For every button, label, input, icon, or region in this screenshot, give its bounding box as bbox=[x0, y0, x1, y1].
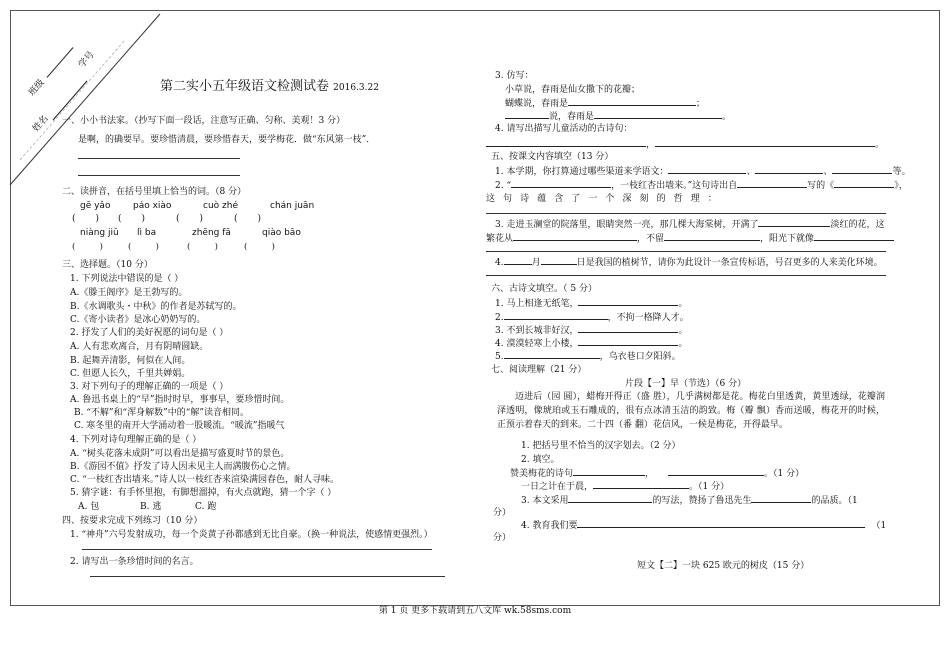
q5-option-c: C. 跑 bbox=[195, 502, 217, 512]
p1-q3-b: 的写法，赞扬了鲁迅先生 bbox=[652, 496, 752, 506]
answer-paren[interactable]: ( ) bbox=[72, 214, 100, 224]
s5-q1-end: 等。 bbox=[892, 167, 911, 177]
copy-line-1[interactable] bbox=[78, 158, 240, 159]
class-label: 班级 bbox=[27, 77, 47, 99]
pinyin-8: qiào bāo bbox=[262, 228, 301, 238]
p1-q2-e: 。（1 分） bbox=[689, 482, 730, 492]
pinyin-1: gē yǎo bbox=[80, 201, 111, 211]
section-5-title: 五、按课文内容填空（13 分） bbox=[491, 152, 614, 162]
binding-corner bbox=[0, 0, 200, 200]
r3-b-text: 蝴蝶说，春雨是 bbox=[505, 99, 569, 109]
q2-option-b: B. 起舞弄清影，何似在人间。 bbox=[70, 356, 191, 366]
pinyin-6: lì ba bbox=[137, 228, 157, 238]
p1-q3-blank-2[interactable] bbox=[751, 494, 811, 503]
s6-q4-text: 4. 漠漠轻寒上小楼， bbox=[495, 339, 579, 349]
q4-option-c: C. “一枝红杏出墙来。”诗人以一枝红杏来渲染满园春色，耐人寻味。 bbox=[70, 475, 339, 485]
answer-paren[interactable]: ( ) bbox=[244, 242, 275, 252]
s6-q5-b: ，乌衣巷口夕阳斜。 bbox=[599, 352, 681, 362]
answer-paren[interactable]: ( ) bbox=[128, 242, 159, 252]
s5-q2-blank-1[interactable] bbox=[511, 179, 611, 188]
s5-q2-b: ，一枝红杏出墙来。”这句诗出自 bbox=[611, 181, 738, 191]
s5-q3-e: ，阳光下就像 bbox=[760, 234, 815, 244]
s5-q3-b: 淡红的花，这 bbox=[830, 220, 885, 230]
exam-date: 2016.3.22 bbox=[333, 83, 379, 93]
copy-passage: 是啊，的确要早。要珍惜清晨，要珍惜春天，要学梅花．做“东风第一枝”． bbox=[78, 135, 376, 145]
s5-q3-blank-4[interactable] bbox=[814, 232, 894, 241]
s5-q3-blank-1[interactable] bbox=[758, 218, 830, 227]
exam-title bbox=[160, 78, 379, 96]
s6-q3-text: 3. 不到长城非好汉， bbox=[495, 326, 579, 336]
r3-c-text: 说，春雨是 bbox=[549, 112, 595, 122]
s6-q3-blank[interactable] bbox=[578, 324, 678, 333]
s6-q2-a: 2. bbox=[495, 313, 504, 323]
p1-q2-d: 一日之计在于晨， bbox=[521, 482, 594, 492]
answer-paren[interactable]: ( ) bbox=[72, 242, 103, 252]
r3-title: 3. 仿写： bbox=[495, 71, 534, 81]
section-7-title: 七、阅读理解（21 分） bbox=[491, 365, 587, 375]
s5-q4-c: 日是我国的植树节，请你为此设计一条宣传标语，号召更多的人来美化环境。 bbox=[576, 258, 883, 268]
title-text: 第二实小五年级语文检测试卷 bbox=[160, 79, 330, 94]
s5-q1-text: 1. 本学期，你打算通过哪些渠道来学语文： bbox=[495, 167, 669, 177]
q1-option-a: A.《滕王阁序》是王勃写的。 bbox=[70, 288, 188, 298]
r4-title: 4. 请写出描写儿童活动的古诗句： bbox=[495, 124, 633, 134]
question-1: 1. 下列说法中错误的是（ ） bbox=[70, 274, 184, 284]
s6-q5-blank[interactable] bbox=[504, 350, 600, 359]
p1-q4-a: 4. 教育我们要 bbox=[521, 521, 578, 531]
exercise-2: 2. 请写出一条珍惜时间的名言。 bbox=[70, 557, 199, 567]
s5-q2-line2 bbox=[486, 193, 719, 205]
q4-option-a: A. “树头花落未成阴”可以看出是描写盛夏时节的景色。 bbox=[70, 449, 290, 459]
s6-q4: 4. 漠漠轻寒上小楼， 。 bbox=[495, 339, 688, 349]
section-3-title: 三、选择题。（10 分） bbox=[62, 260, 153, 270]
q1-option-b: B.《水调歌头・中秋》的作者是苏轼写的。 bbox=[70, 302, 242, 312]
question-2: 2. 抒发了人们的美好祝愿的词句是（ ） bbox=[70, 328, 229, 338]
r3-b-end: ； bbox=[696, 99, 706, 109]
s6-q4-blank[interactable] bbox=[578, 337, 678, 346]
passage-2-title: 短文【二】一块 625 欧元的树皮（15 分） bbox=[637, 561, 810, 571]
s5-q4-b: 月 bbox=[531, 258, 541, 268]
s5-q4-blank-1[interactable] bbox=[504, 256, 532, 265]
s5-q2-blank-3[interactable] bbox=[767, 179, 807, 188]
s5-q3-line2 bbox=[486, 232, 894, 245]
r3-line-b bbox=[505, 97, 705, 110]
passage-1-title: 片段【一】早（节选）（6 分） bbox=[625, 379, 747, 389]
pinyin-2: páo xiào bbox=[133, 201, 172, 211]
p1-q2-b: ， bbox=[645, 469, 655, 479]
q4-option-b: B.《游园不值》抒发了诗人因未见主人而满腹伤心之情。 bbox=[70, 462, 296, 472]
s5-q1-sep2: 、 bbox=[823, 167, 833, 177]
pinyin-4: chán juān bbox=[270, 201, 315, 211]
exercise-2-line[interactable] bbox=[90, 576, 445, 577]
r3-c-blank-2[interactable] bbox=[594, 110, 722, 119]
s5-q1-blank-1[interactable] bbox=[668, 165, 746, 174]
s6-q2 bbox=[495, 311, 689, 324]
q3-option-a: A. 鲁迅书桌上的“早”指时时早，事事早，要珍惜时间。 bbox=[70, 395, 290, 405]
q1-option-c: C.《寄小读者》是冰心奶奶写的。 bbox=[70, 315, 206, 325]
section-6-title: 六、古诗文填空。（ 5 分） bbox=[491, 284, 597, 294]
s5-q4 bbox=[495, 256, 883, 269]
s5-q2-c: 写的《 bbox=[807, 181, 835, 191]
s5-q3-d: ，不留 bbox=[637, 234, 665, 244]
r3-line-c bbox=[505, 110, 731, 123]
p1-q1: 1. 把括号里不恰当的汉字划去。（2 分） bbox=[521, 441, 681, 451]
s6-q1: 1. 马上相逢无纸笔， 。 bbox=[495, 299, 688, 309]
q5-option-b: B. 逃 bbox=[140, 502, 162, 512]
s5-q2-answer-line[interactable] bbox=[486, 213, 886, 214]
question-3: 3. 对下列句子的理解正确的一项是（ ） bbox=[70, 382, 229, 392]
r4-blank-2[interactable] bbox=[655, 138, 875, 147]
p1-q2-c: 。（1 分） bbox=[764, 469, 805, 479]
s6-q1-blank[interactable] bbox=[578, 297, 678, 306]
s5-q4-a: 4. bbox=[495, 258, 504, 268]
r4-answer: ， 。 bbox=[486, 138, 884, 151]
s5-q1-blank-3[interactable] bbox=[832, 165, 892, 174]
q5-option-a: A. 包 bbox=[78, 502, 100, 512]
s5-q3-answer-line[interactable] bbox=[486, 251, 886, 252]
exercise-1-line[interactable] bbox=[82, 549, 432, 550]
p1-q2-line2 bbox=[521, 480, 729, 493]
p1-q2-blank-2[interactable] bbox=[668, 467, 764, 476]
answer-paren[interactable]: ( ) bbox=[118, 214, 146, 224]
section-4-title: 四、按要求完成下列练习（10 分） bbox=[62, 516, 203, 526]
number-label: 学号 bbox=[77, 49, 97, 71]
r3-c-blank-1[interactable] bbox=[505, 110, 549, 119]
p1-q3-a: 3. 本文采用 bbox=[521, 496, 569, 506]
p1-q2-blank-1[interactable] bbox=[573, 467, 645, 476]
question-4: 4. 下列对诗句理解正确的是（ ） bbox=[70, 435, 202, 445]
pinyin-3: cuò zhé bbox=[203, 201, 238, 211]
s6-q5-a: 5. bbox=[495, 352, 504, 362]
p1-q3 bbox=[521, 494, 858, 507]
copy-line-2[interactable] bbox=[78, 175, 240, 176]
p1-q2-a: 赞美梅花的诗句 bbox=[510, 469, 574, 479]
q3-option-c: C. 寒冬里的南开大学涌动着一股暖流。“暖流”指暖气 bbox=[74, 421, 285, 431]
s5-q3-a: 3. 走进玉澜堂的院落里，眼睛突然一亮，那几棵大海棠树，开满了 bbox=[495, 220, 759, 230]
pinyin-5: niàng jiǔ bbox=[80, 228, 119, 238]
s5-q4-answer-line[interactable] bbox=[486, 275, 886, 276]
s6-q3: 3. 不到长城非好汉， 。 bbox=[495, 326, 688, 336]
passage-1-text: 迈进后（园 圆），蜡梅开得正（盛 胜），几乎满树都是花。梅花白里透黄，黄里透绿，花瓣润泽透明，像琥珀或玉石雕成的，很有点冰清玉洁的韵致。梅（瓣 飘）香而送暖，梅花开的时候，正预示着春天的到来。二十四（番 翻）花信风，一候是梅花，开得最早。 bbox=[497, 392, 885, 430]
p1-q4-end: 分） bbox=[493, 533, 512, 543]
page-footer: 第 1 页 更多下载请到五八文库 wk.58sms.com bbox=[378, 606, 572, 616]
section-1-title: 一、小小书法家。（抄写下面一段话，注意写正确、匀称、美观！3 分） bbox=[62, 116, 346, 126]
r4-end: 。 bbox=[875, 140, 885, 150]
s5-q1-sep: 、 bbox=[746, 167, 756, 177]
s5-q2-blank-4[interactable] bbox=[834, 179, 894, 188]
p1-q4 bbox=[521, 519, 886, 532]
s5-q2-a: 2. “ bbox=[495, 181, 512, 191]
p1-q2: 2. 填空。 bbox=[521, 455, 560, 465]
pinyin-7: zhēng fā bbox=[192, 228, 231, 238]
p1-q4-blank[interactable] bbox=[577, 519, 865, 528]
q2-option-a: A. 人有悲欢离合，月有阴晴圆缺。 bbox=[70, 342, 209, 352]
s5-q3-blank-2[interactable] bbox=[513, 232, 637, 241]
answer-paren[interactable]: ( ) bbox=[176, 214, 204, 224]
s5-q3-c: 繁花从 bbox=[486, 234, 514, 244]
s5-q1 bbox=[495, 165, 911, 178]
p1-q2-line1 bbox=[510, 467, 804, 480]
s5-q3 bbox=[495, 218, 884, 231]
r3-example: 小草说，春雨是仙女撒下的花瓣； bbox=[505, 85, 641, 95]
s6-q5 bbox=[495, 350, 681, 363]
q2-option-c: C. 但愿人长久，千里共婵娟。 bbox=[70, 369, 191, 379]
p1-q3-blank-1[interactable] bbox=[568, 494, 652, 503]
answer-paren[interactable]: ( ) bbox=[234, 214, 262, 224]
p1-q3-c: 的品质。（1 bbox=[811, 496, 858, 506]
r3-b-blank[interactable] bbox=[568, 97, 696, 106]
answer-paren[interactable]: ( ) bbox=[187, 242, 218, 252]
s5-q1-blank-2[interactable] bbox=[755, 165, 823, 174]
r3-c-end: 。 bbox=[722, 112, 732, 122]
p1-q2-blank-3[interactable] bbox=[593, 480, 689, 489]
s6-q2-b: ，不拘一格降人才。 bbox=[607, 313, 689, 323]
exercise-1: 1. “神舟”六号发射成功，每一个炎黄子孙都感到无比自豪。（换一种说法，使感情更强烈。） bbox=[70, 530, 433, 540]
s5-q2-d: 》， bbox=[894, 181, 908, 191]
r4-blank-1[interactable] bbox=[486, 138, 646, 147]
s5-q4-blank-2[interactable] bbox=[541, 256, 577, 265]
name-label: 姓名 bbox=[31, 113, 51, 135]
s6-q2-blank[interactable] bbox=[504, 311, 608, 320]
p1-q3-end: 分） bbox=[493, 508, 512, 518]
question-5: 5. 猜字谜：有手怀里抱，有脚想溜掉，有火点就跑，猜一个字（ ） bbox=[70, 488, 337, 498]
s6-q1-text: 1. 马上相逢无纸笔， bbox=[495, 299, 579, 309]
section-2-title: 二、读拼音，在括号里填上恰当的词。（8 分） bbox=[62, 187, 247, 197]
s5-q2 bbox=[495, 179, 908, 192]
s5-q2-blank-2[interactable] bbox=[737, 179, 767, 188]
s5-q3-blank-3[interactable] bbox=[664, 232, 760, 241]
p1-q4-b: （1 bbox=[871, 521, 887, 531]
s5-q2-e: 这 句 诗 蕴 含 了 一 个 深 刻 的 哲 理 ： bbox=[486, 194, 720, 204]
q3-option-b: B. “不解”和“浑身解数”中的“解”读音相同。 bbox=[74, 408, 249, 418]
